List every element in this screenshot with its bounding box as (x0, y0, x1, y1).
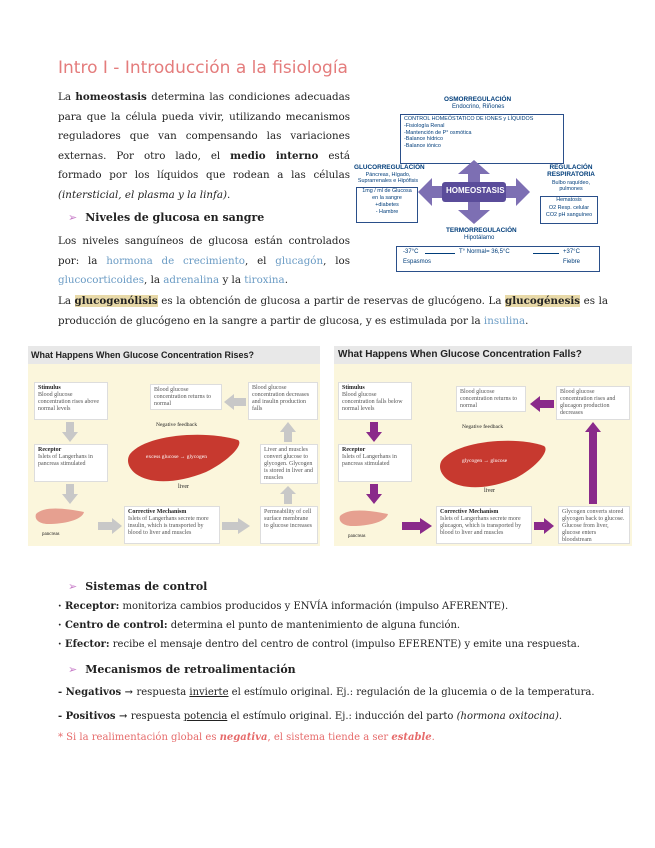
control-box (400, 114, 564, 164)
rises-liver-label: liver (178, 484, 189, 490)
rises-liver-conversion: excess glucose → glycogen (146, 454, 207, 460)
rises-fall-box: Blood glucose concentration decreases and insulin production falls (248, 382, 318, 420)
falls-glycogen-box: Glycogen converts stored glycogen back to glucose. Glucose from liver, glucose enters bloodstream (558, 506, 630, 544)
falls-receptor-box: Receptor Islets of Langerhans in pancreas stimulated (338, 444, 412, 482)
arrow-bullet-icon: ➢ (68, 211, 78, 224)
falls-corrective-box: Corrective Mechanism Islets of Langerhans secrete more glucagon, which is transported by blood to liver and muscles (436, 506, 532, 544)
feedback-positive: - Positivos → respuesta potencia el estímulo original. Ej.: inducción del parto (hormona oxitocina). (58, 711, 563, 722)
resp-box: Hematosis O2 Resp. celular CO2 pH sanguíneo (540, 196, 598, 224)
term-medio-interno: medio interno (230, 149, 319, 162)
rises-permeability-box: Permeability of cell surface membrane to glucose increases (260, 506, 318, 544)
rises-normal-box: Blood glucose concentration returns to normal (150, 384, 222, 410)
temp-low: -37°C (403, 249, 419, 255)
control-item-receptor: · Receptor: monitoriza cambios producidos y ENVÍA información (impulso AFERENTE). (58, 601, 509, 612)
falls-liver-label: liver (484, 488, 495, 494)
falls-pancreas-label: pancreas (348, 534, 366, 539)
rises-stimulus-box: Stimulus Blood glucose concentration rises above normal levels (34, 382, 108, 420)
temp-low-label: Espasmos (403, 259, 432, 265)
rises-corrective-box: Corrective Mechanism Islets of Langerhans secrete more insulin, which is transported by blood to liver and muscles (124, 506, 220, 544)
thermo-box (396, 246, 600, 272)
feedback-note: * Si la realimentación global es negativa, el sistema tiende a ser estable. (58, 732, 435, 743)
resp-title: REGULACIÓN RESPIRATORIA (547, 164, 595, 178)
rises-title: What Happens When Glucose Concentration Rises? (28, 346, 320, 364)
thermo-title: TERMORREGULACIÓN (446, 227, 517, 234)
falls-title: What Happens When Glucose Concentration Falls? (334, 346, 632, 364)
page-title: Intro I - Introducción a la fisiología (58, 58, 348, 78)
homeostasis-center: HOMEOSTASIS (446, 186, 505, 195)
control-list: -Fisiología Renal -Mantención de P° osmótica -Balance hídrico -Balance iónico (404, 123, 472, 149)
rises-feedback-label: Negative feedback (156, 422, 198, 428)
gluco-box: 1mg / ml de Glucosa en la sangre +diabetes - Hambre (356, 187, 418, 223)
falls-feedback-label: Negative feedback (462, 424, 504, 430)
temp-high: +37°C (563, 249, 580, 255)
thermo-subtitle: Hipotálamo (464, 235, 495, 241)
resp-subtitle: Bulbo raquídeo, pulmones (551, 180, 591, 192)
control-title: CONTROL HOMEÓSTATICO DE IONES y LÍQUIDOS (404, 116, 534, 122)
rises-receptor-box: Receptor Islets of Langerhans in pancreas stimulated (34, 444, 108, 482)
falls-stimulus-box: Stimulus Blood glucose concentration falls below normal levels (338, 382, 412, 420)
rises-pancreas-label: pancreas (42, 532, 60, 537)
glucose-falls-diagram (334, 346, 632, 546)
gluco-title: GLUCORREGULACIÓN (354, 164, 425, 171)
glucose-heading: ➢ Niveles de glucosa en sangre (68, 211, 265, 224)
osmo-subtitle: Endocrino, Riñones (452, 104, 505, 110)
control-item-efector: · Efector: recibe el mensaje dentro del centro de control (impulso EFERENTE) y emite una respuesta. (58, 639, 580, 650)
control-heading: ➢ Sistemas de control (68, 580, 208, 593)
falls-liver-conversion: glycogen → glucose (462, 458, 508, 464)
homeostasis-diagram (352, 92, 602, 274)
feedback-heading: ➢ Mecanismos de retroalimentación (68, 663, 296, 676)
falls-normal-box: Blood glucose concentration returns to normal (456, 386, 526, 412)
term-homeostasis: homeostasis (75, 91, 147, 103)
control-item-centro: · Centro de control: determina el punto de mantenimiento de alguna función. (58, 620, 461, 631)
rises-liver-box: Liver and muscles convert glucose to glycogen. Glycogen is stored in liver and muscles (260, 444, 318, 484)
glucose-rises-diagram (28, 346, 320, 546)
rises-arrows (28, 346, 320, 546)
intro-paragraph: La homeostasis determina las condiciones adecuadas para que la célula pueda vivir, utilizando mecanismos reguladores que van compensando las variaciones externas. Por otro lado, el medio interno está formado por los líquidos que rodean a las células (intersticial, el plasma y la linfa). (58, 91, 351, 201)
falls-rise-box: Blood glucose concentration rises and glucagon production decreases (556, 386, 630, 420)
gluco-subtitle: Páncreas, Hígado, Suprarrenales e Hipófisis (357, 172, 419, 184)
arrow-bullet-icon: ➢ (68, 580, 78, 593)
temp-high-label: Fiebre (563, 259, 581, 265)
osmo-title: OSMORREGULACIÓN (444, 96, 512, 103)
falls-arrows (334, 346, 632, 546)
feedback-negative: - Negativos → respuesta invierte el estímulo original. Ej.: regulación de la glucemia o de la temperatura. (58, 687, 595, 698)
arrow-bullet-icon: ➢ (68, 663, 78, 676)
glycogen-paragraph: La glucogenólisis es la obtención de glucosa a partir de reservas de glucógeno. La glucogénesis es la producción de glucógeno en la sangre a partir de glucosa, y es estimulada por la insulina. (58, 295, 609, 327)
temp-normal: T° Normal= 36,5°C (459, 249, 510, 255)
glucose-paragraph: Los niveles sanguíneos de glucosa están controlados por: la hormona de crecimiento, el glucagón, los glucocorticoides, la adrenalina y la tiroxina. (58, 235, 350, 286)
